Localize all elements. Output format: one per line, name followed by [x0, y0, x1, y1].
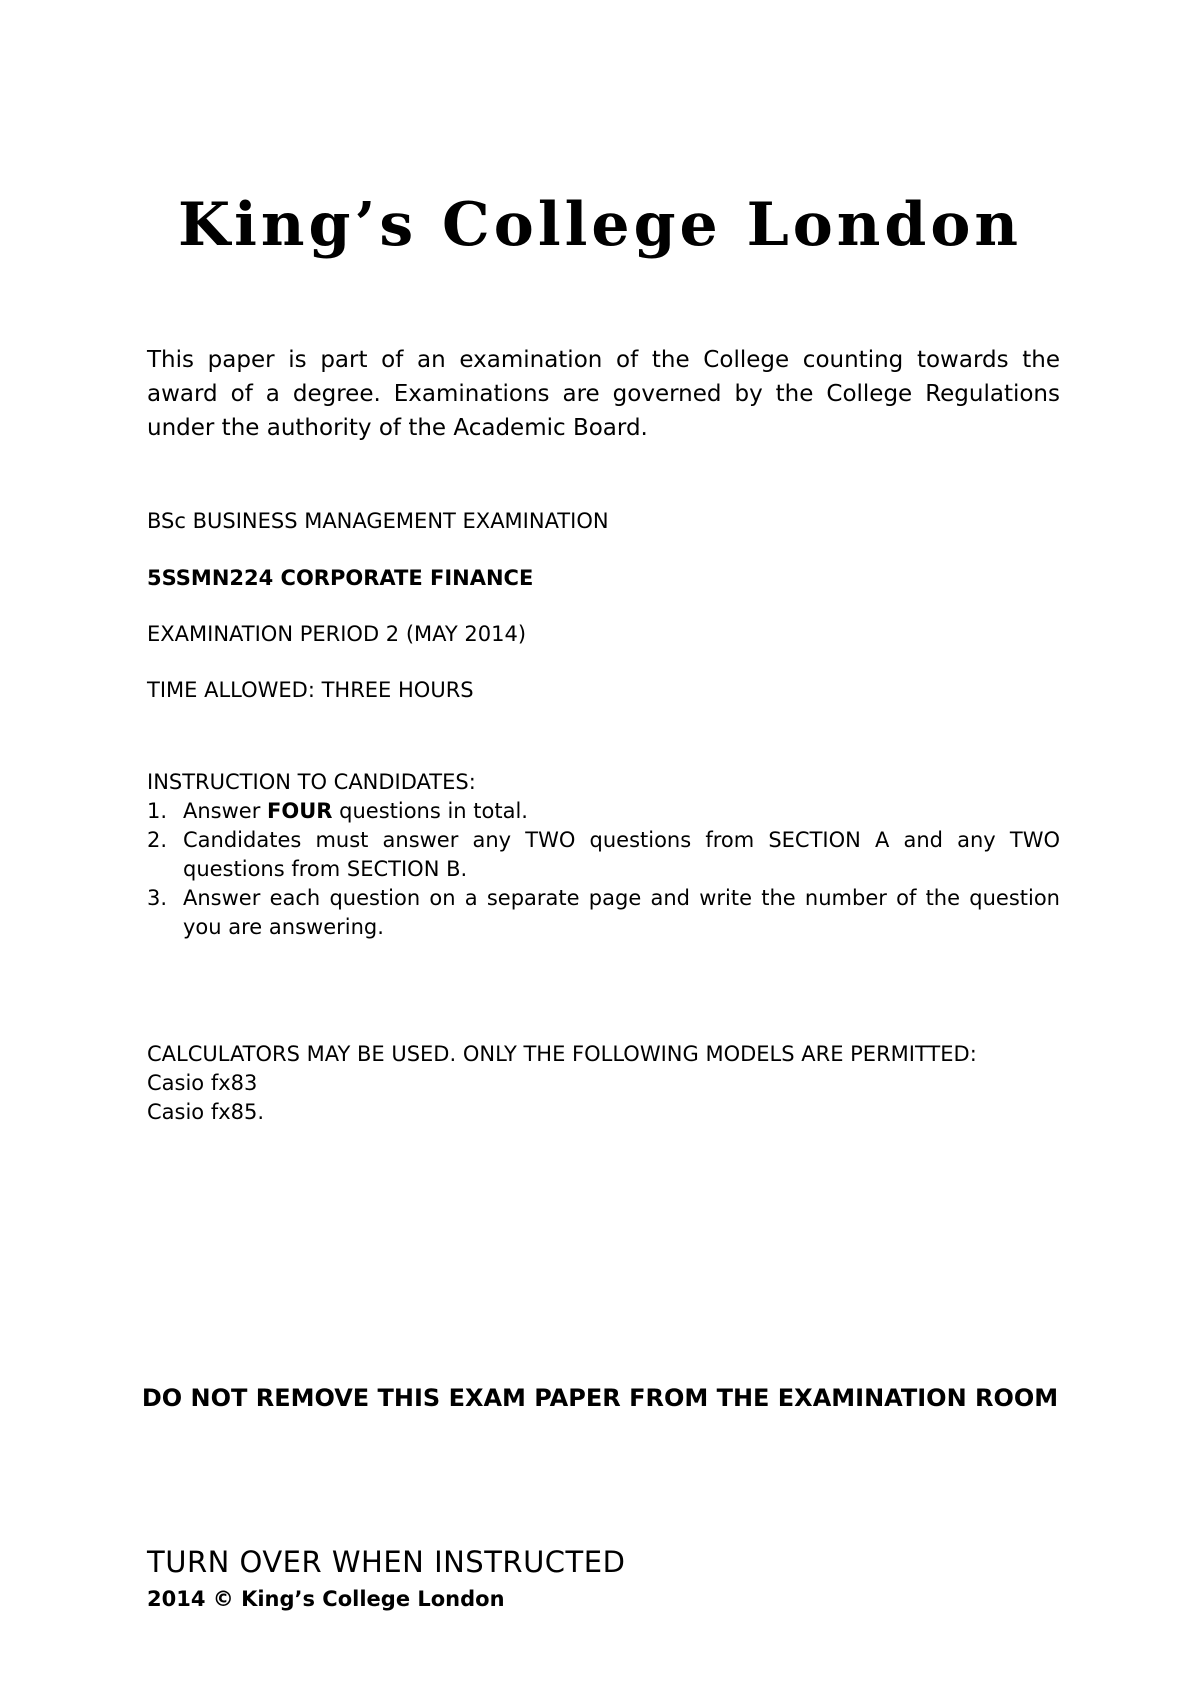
instruction-item [147, 884, 1060, 942]
instruction-item [147, 797, 1060, 826]
instruction-text: Candidates must answer any TWO questions from SECTION A and any TWO questions from SECTION B. [183, 828, 1060, 881]
calculators-heading: CALCULATORS MAY BE USED. ONLY THE FOLLOWING MODELS ARE PERMITTED: [147, 1042, 977, 1066]
instruction-emphasis: FOUR [267, 799, 333, 823]
copyright-notice: 2014 © King’s College London [147, 1587, 505, 1611]
instruction-text: Answer each question on a separate page and write the number of the question you are answering. [183, 886, 1060, 939]
calculator-model: Casio fx85. [147, 1100, 265, 1124]
instruction-number: 1. [147, 799, 168, 823]
instruction-text: Answer [183, 799, 268, 823]
intro-paragraph: This paper is part of an examination of the College counting towards the award of a degree. Examinations are governed by the College Regulations under the authority of the Academic Board. [147, 347, 1060, 441]
instruction-number: 2. [147, 828, 168, 852]
turn-over-notice: TURN OVER WHEN INSTRUCTED [147, 1545, 626, 1579]
degree-line: BSc BUSINESS MANAGEMENT EXAMINATION [147, 509, 609, 533]
calculator-model: Casio fx83 [147, 1071, 258, 1095]
exam-period: EXAMINATION PERIOD 2 (MAY 2014) [147, 622, 527, 646]
instructions-list [147, 797, 1060, 942]
institution-title: King’s College London [177, 190, 1023, 261]
instruction-item [147, 826, 1060, 884]
instructions-heading: INSTRUCTION TO CANDIDATES: [147, 770, 476, 794]
instruction-number: 3. [147, 886, 168, 910]
time-allowed: TIME ALLOWED: THREE HOURS [147, 678, 474, 702]
instruction-text: questions in total. [332, 799, 528, 823]
course-title: 5SSMN224 CORPORATE FINANCE [147, 566, 534, 590]
exam-room-warning: DO NOT REMOVE THIS EXAM PAPER FROM THE EXAMINATION ROOM [141, 1384, 1059, 1412]
